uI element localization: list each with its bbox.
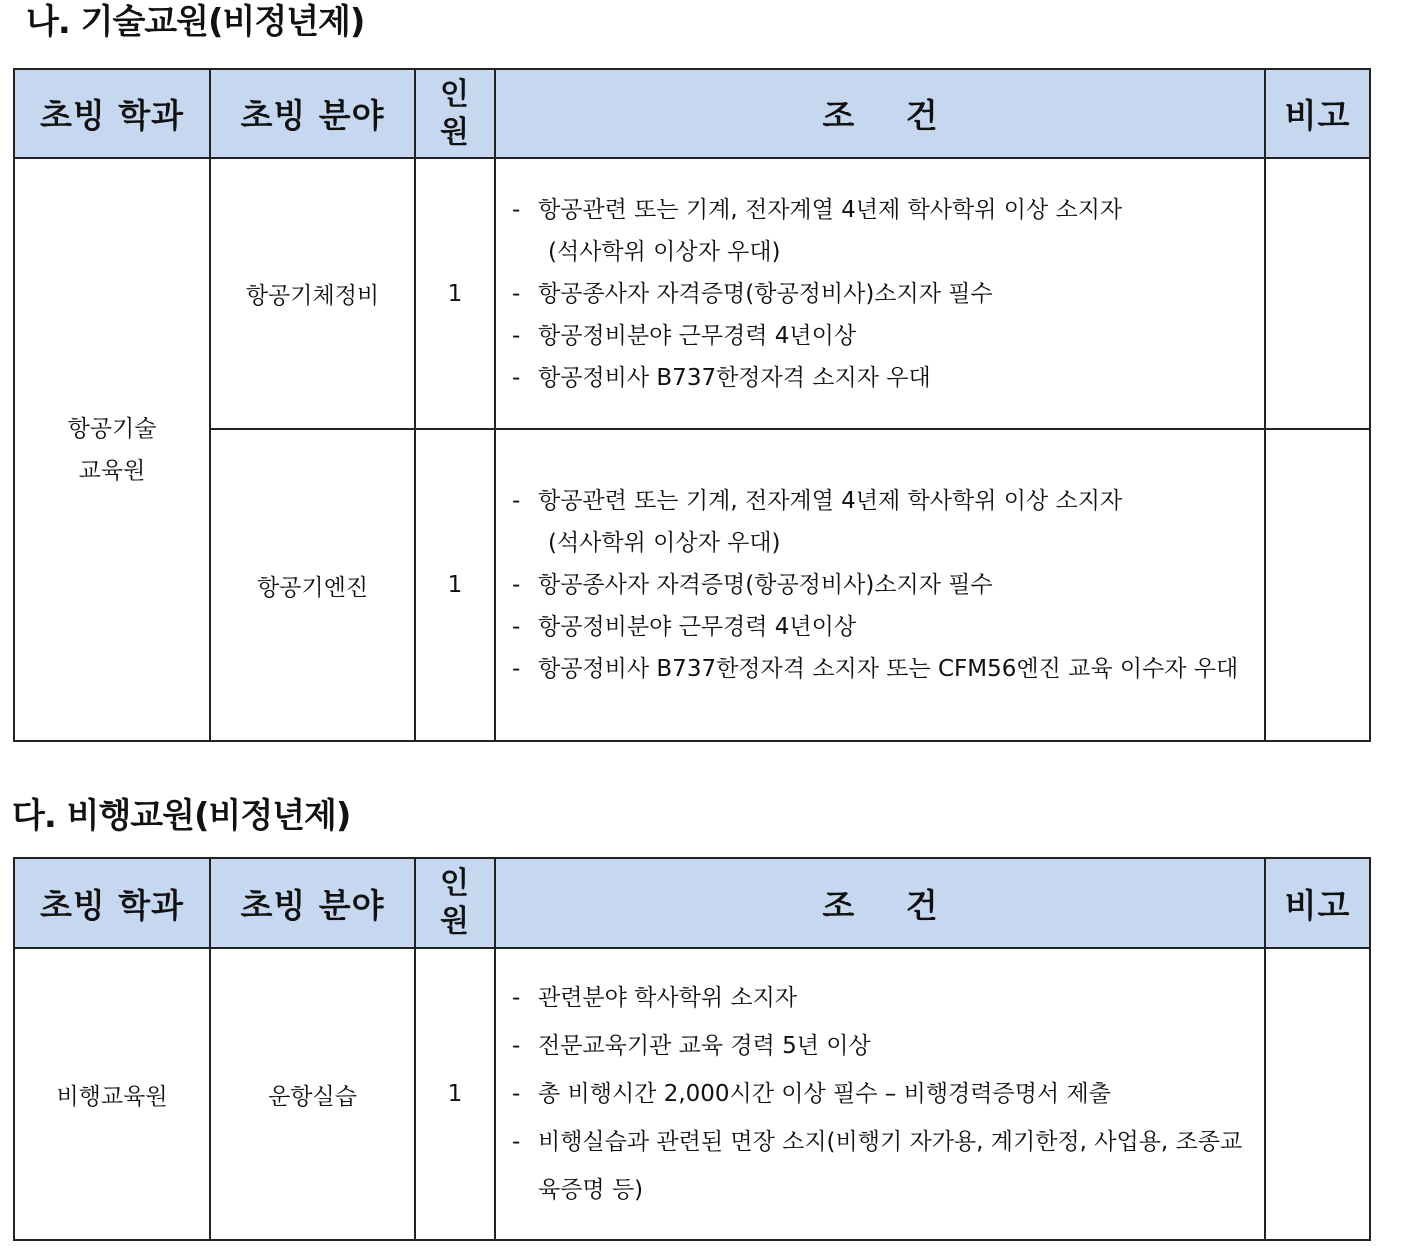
remark-cell: [1265, 158, 1370, 429]
condition-item: [512, 189, 1248, 273]
header-remark: 비고: [1265, 69, 1370, 158]
condition-cell: [495, 948, 1265, 1240]
field-cell: 항공기엔진: [210, 429, 415, 741]
header-condition: 조 건: [495, 69, 1265, 158]
section-title-flight: 다. 비행교원(비정년제): [12, 796, 351, 836]
header-dept: 초빙 학과: [14, 858, 210, 948]
header-count-text: 인원: [440, 866, 470, 939]
technical-faculty-table: [13, 68, 1371, 742]
condition-list: [512, 974, 1248, 1214]
condition-cell: [495, 429, 1265, 741]
header-count: [415, 69, 495, 158]
dept-cell: [14, 158, 210, 741]
count-cell: 1: [415, 948, 495, 1240]
condition-list: [512, 189, 1248, 399]
header-dept: 초빙 학과: [14, 69, 210, 158]
header-field: 초빙 분야: [210, 858, 415, 948]
condition-item: - 항공종사자 자격증명(항공정비사)소지자 필수: [512, 273, 1248, 315]
condition-item: - 전문교육기관 교육 경력 5년 이상: [512, 1022, 1248, 1070]
table-row: [14, 948, 1370, 1240]
condition-item: - 비행실습과 관련된 면장 소지(비행기 자가용, 계기한정, 사업용, 조종교육증명 등): [512, 1118, 1248, 1214]
dept-name: 항공기술교육원: [67, 415, 157, 484]
condition-note: (석사학위 이상자 우대): [548, 238, 781, 265]
condition-text: 항공관련 또는 기계, 전자계열 4년제 학사학위 이상 소지자: [538, 196, 1123, 223]
table-row: [14, 158, 1370, 429]
condition-item: [512, 480, 1248, 564]
field-cell: 항공기체정비: [210, 158, 415, 429]
condition-item: - 항공정비분야 근무경력 4년이상: [512, 315, 1248, 357]
header-count: [415, 858, 495, 948]
remark-cell: [1265, 948, 1370, 1240]
condition-item: - 항공종사자 자격증명(항공정비사)소지자 필수: [512, 564, 1248, 606]
remark-cell: [1265, 429, 1370, 741]
condition-item: - 총 비행시간 2,000시간 이상 필수 – 비행경력증명서 제출: [512, 1070, 1248, 1118]
header-remark: 비고: [1265, 858, 1370, 948]
count-cell: 1: [415, 158, 495, 429]
condition-item: - 관련분야 학사학위 소지자: [512, 974, 1248, 1022]
condition-list: [512, 480, 1248, 690]
count-cell: 1: [415, 429, 495, 741]
table-header-row: [14, 858, 1370, 948]
condition-note: (석사학위 이상자 우대): [548, 530, 781, 556]
header-count-text: 인원: [440, 76, 470, 150]
condition-cell: [495, 158, 1265, 429]
table-header-row: [14, 69, 1370, 158]
header-condition: 조 건: [495, 858, 1265, 948]
field-cell: 운항실습: [210, 948, 415, 1240]
flight-faculty-table: [13, 857, 1371, 1241]
header-field: 초빙 분야: [210, 69, 415, 158]
section-title-technical: 나. 기술교원(비정년제): [26, 2, 365, 42]
condition-item: - 항공정비사 B737한정자격 소지자 우대: [512, 357, 1248, 399]
dept-cell: 비행교육원: [14, 948, 210, 1240]
condition-item: - 항공정비사 B737한정자격 소지자 또는 CFM56엔진 교육 이수자 우대: [512, 648, 1248, 690]
condition-text: 항공관련 또는 기계, 전자계열 4년제 학사학위 이상 소지자: [538, 488, 1123, 514]
table-row: [14, 429, 1370, 741]
condition-item: - 항공정비분야 근무경력 4년이상: [512, 606, 1248, 648]
